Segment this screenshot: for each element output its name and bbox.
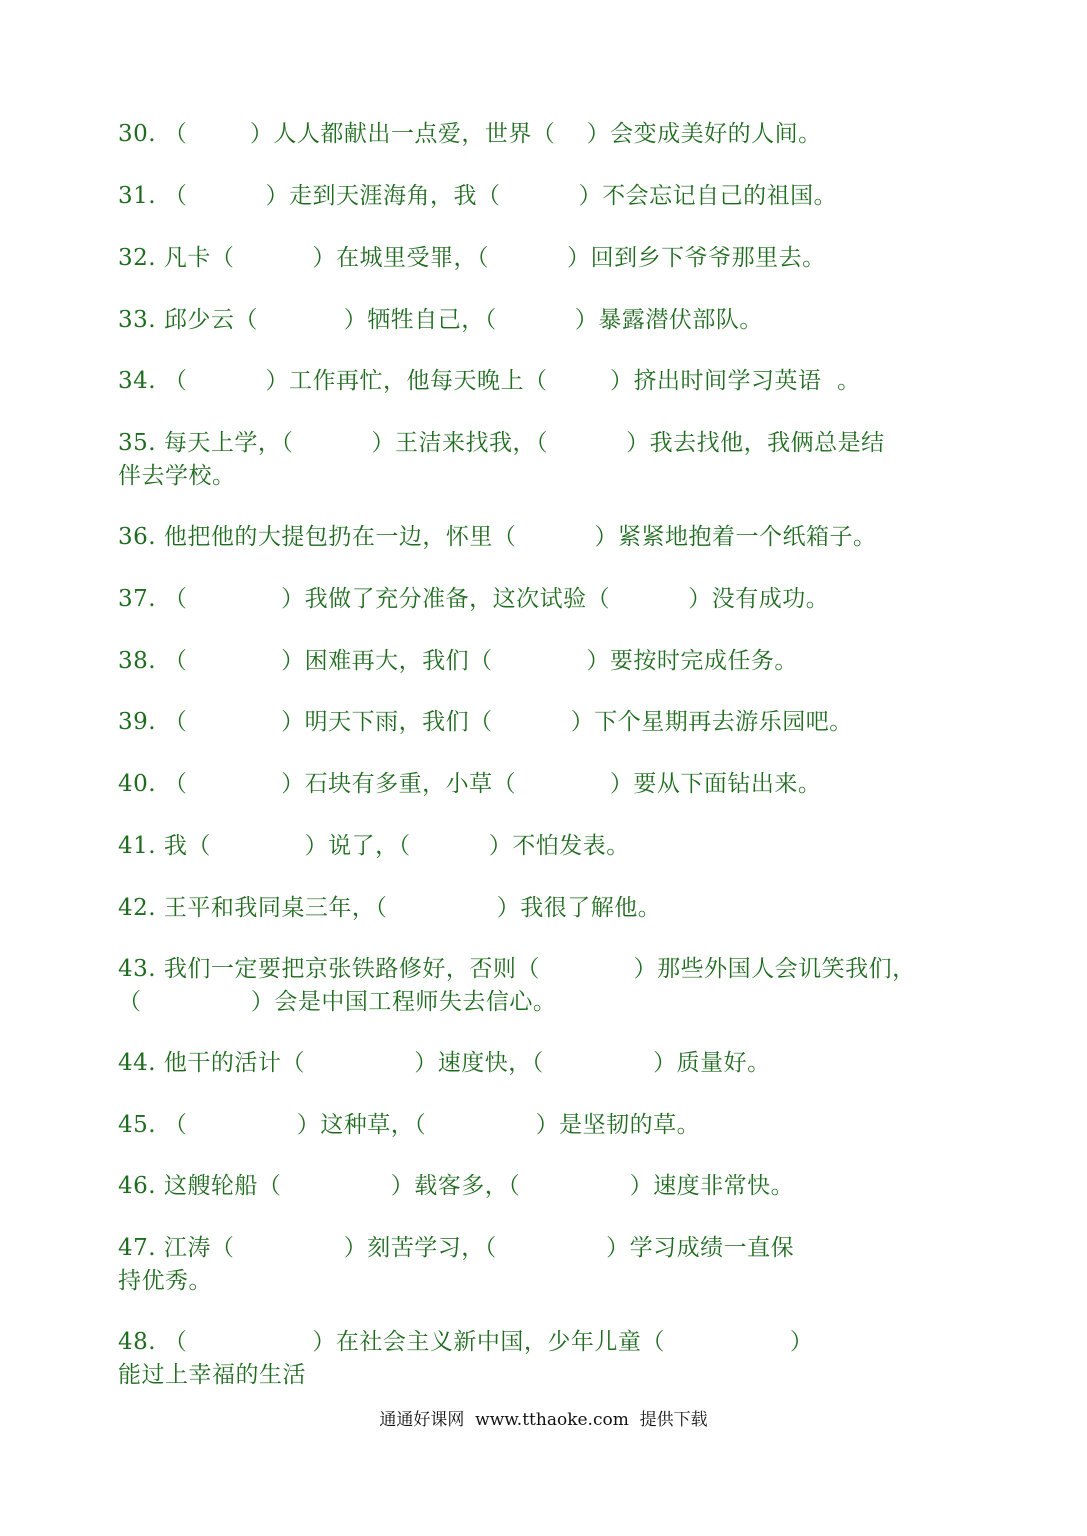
exercise-item-45 [118,1109,978,1142]
exercise-text: 45. （ ）这种草，（ ）是坚韧的草。 [118,1112,701,1138]
exercise-item-47 [118,1232,978,1298]
exercise-text-continued: （ ）会是中国工程师失去信心。 [118,989,557,1015]
exercise-text: 37. （ ）我做了充分准备，这次试验（ ）没有成功。 [118,586,830,612]
exercise-item-48 [118,1326,978,1392]
exercise-text: 40. （ ）石块有多重，小草（ ）要从下面钻出来。 [118,771,822,797]
exercise-item-35 [118,427,978,493]
exercise-text: 34. （ ）工作再忙，他每天晚上（ ）挤出时间学习英语 。 [118,368,861,394]
exercise-item-31 [118,180,978,213]
exercise-text-continued: 伴去学校。 [118,463,236,489]
footer-source-note: 通通好课网 www.tthaoke.com 提供下载 [379,1410,708,1430]
exercise-item-34 [118,365,978,398]
exercise-text: 44. 他干的活计（ ）速度快，（ ）质量好。 [118,1050,771,1076]
exercise-text-continued: 能过上幸福的生活 [118,1362,306,1388]
exercise-item-36 [118,521,978,554]
exercise-text: 47. 江涛（ ）刻苦学习，（ ）学习成绩一直保 [118,1235,795,1261]
exercise-item-42 [118,892,978,925]
exercise-text: 35. 每天上学，（ ）王洁来找我，（ ）我去找他，我俩总是结 [118,430,885,456]
exercise-item-38 [118,645,978,678]
exercise-item-43 [118,953,978,1019]
exercise-text: 48. （ ）在社会主义新中国，少年儿童（ ） [118,1329,814,1355]
exercise-text: 31. （ ）走到天涯海角，我（ ）不会忘记自己的祖国。 [118,183,838,209]
exercise-text: 42. 王平和我同桌三年，（ ）我很了解他。 [118,895,662,921]
exercise-text: 41. 我（ ）说了，（ ）不怕发表。 [118,833,630,859]
exercise-text: 46. 这艘轮船（ ）载客多，（ ）速度非常快。 [118,1173,795,1199]
exercise-text: 39. （ ）明天下雨，我们（ ）下个星期再去游乐园吧。 [118,709,853,735]
exercise-item-41 [118,830,978,863]
exercise-text: 43. 我们一定要把京张铁路修好，否则（ ）那些外国人会讥笑我们， [118,956,916,982]
exercise-item-46 [118,1170,978,1203]
exercise-item-39 [118,706,978,739]
exercise-item-30 [118,118,978,151]
exercise-item-33 [118,304,978,337]
exercise-item-40 [118,768,978,801]
exercise-text: 33. 邱少云（ ）牺牲自己，（ ）暴露潜伏部队。 [118,307,763,333]
exercise-text: 32. 凡卡（ ）在城里受罪，（ ）回到乡下爷爷那里去。 [118,245,826,271]
exercise-text: 36. 他把他的大提包扔在一边，怀里（ ）紧紧地抱着一个纸箱子。 [118,524,877,550]
exercise-text: 38. （ ）困难再大，我们（ ）要按时完成任务。 [118,648,798,674]
exercise-item-32 [118,242,978,275]
exercise-text-continued: 持优秀。 [118,1268,212,1294]
exercise-item-44 [118,1047,978,1080]
exercise-text: 30. （ ）人人都献出一点爱，世界（ ）会变成美好的人间。 [118,121,822,147]
exercise-item-37 [118,583,978,616]
